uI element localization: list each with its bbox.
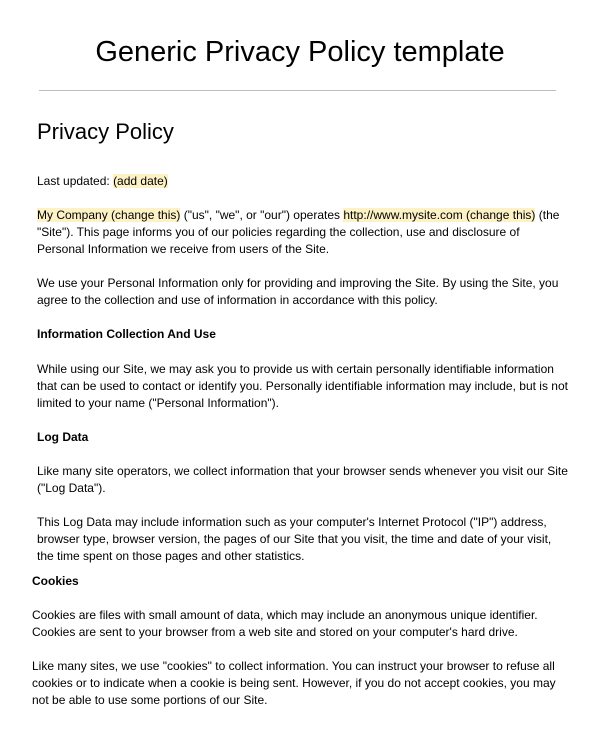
site-url-placeholder: http://www.mysite.com (change this)	[343, 208, 536, 222]
cookies-paragraph-2: Like many sites, we use "cookies" to collect information. You can instruct your browser to refuse all cookies or to indicate when a cookie is being sent. However, if you do not accept cookies, you may not be able to use some portions of our Site.	[32, 659, 556, 707]
cookies-paragraph-1: Cookies are files with small amount of data, which may include an anonymous unique identifier. Cookies are sent to your browser from a web site and stored on your computer's hard drive.	[32, 608, 538, 639]
company-name-placeholder: My Company (change this)	[37, 208, 181, 222]
page-heading: Privacy Policy	[37, 119, 174, 144]
log-data-paragraph-1: Like many site operators, we collect information that your browser sends whenever you visit our Site ("Log Data").	[37, 464, 568, 495]
last-updated-placeholder: (add date)	[113, 174, 168, 188]
section-heading-cookies: Cookies	[32, 574, 79, 588]
document-title: Generic Privacy Policy template	[95, 36, 505, 68]
last-updated-line	[37, 173, 168, 190]
intro-line-2: "Site"). This page informs you of our policies regarding the collection, use and disclosure of	[37, 225, 520, 239]
section-heading-log-data: Log Data	[37, 430, 89, 444]
intro-line-1: My Company (change this) ("us", "we", or "our") operates http://www.mysite.com (change this) (the	[37, 208, 560, 222]
collection-paragraph: While using our Site, we may ask you to provide us with certain personally identifiable information that can be used to contact or identify you. Personally identifiable information may include, but is not limited to your name ("Personal Information").	[37, 362, 568, 410]
title-divider	[39, 90, 556, 91]
intro-paragraph	[37, 207, 559, 258]
last-updated-label: Last updated:	[37, 174, 114, 188]
log-data-paragraph-2: This Log Data may include information such as your computer's Internet Protocol ("IP") address, browser type, browser version, the pages of our Site that you visit, the time and date of your visit, the time spent on those pages and other statistics.	[37, 515, 552, 563]
intro-line-3: Personal Information we receive from users of the Site.	[37, 242, 330, 256]
use-paragraph: We use your Personal Information only for providing and improving the Site. By using the Site, you agree to the collection and use of information in accordance with this policy.	[37, 276, 559, 307]
section-heading-collection: Information Collection And Use	[37, 327, 216, 341]
